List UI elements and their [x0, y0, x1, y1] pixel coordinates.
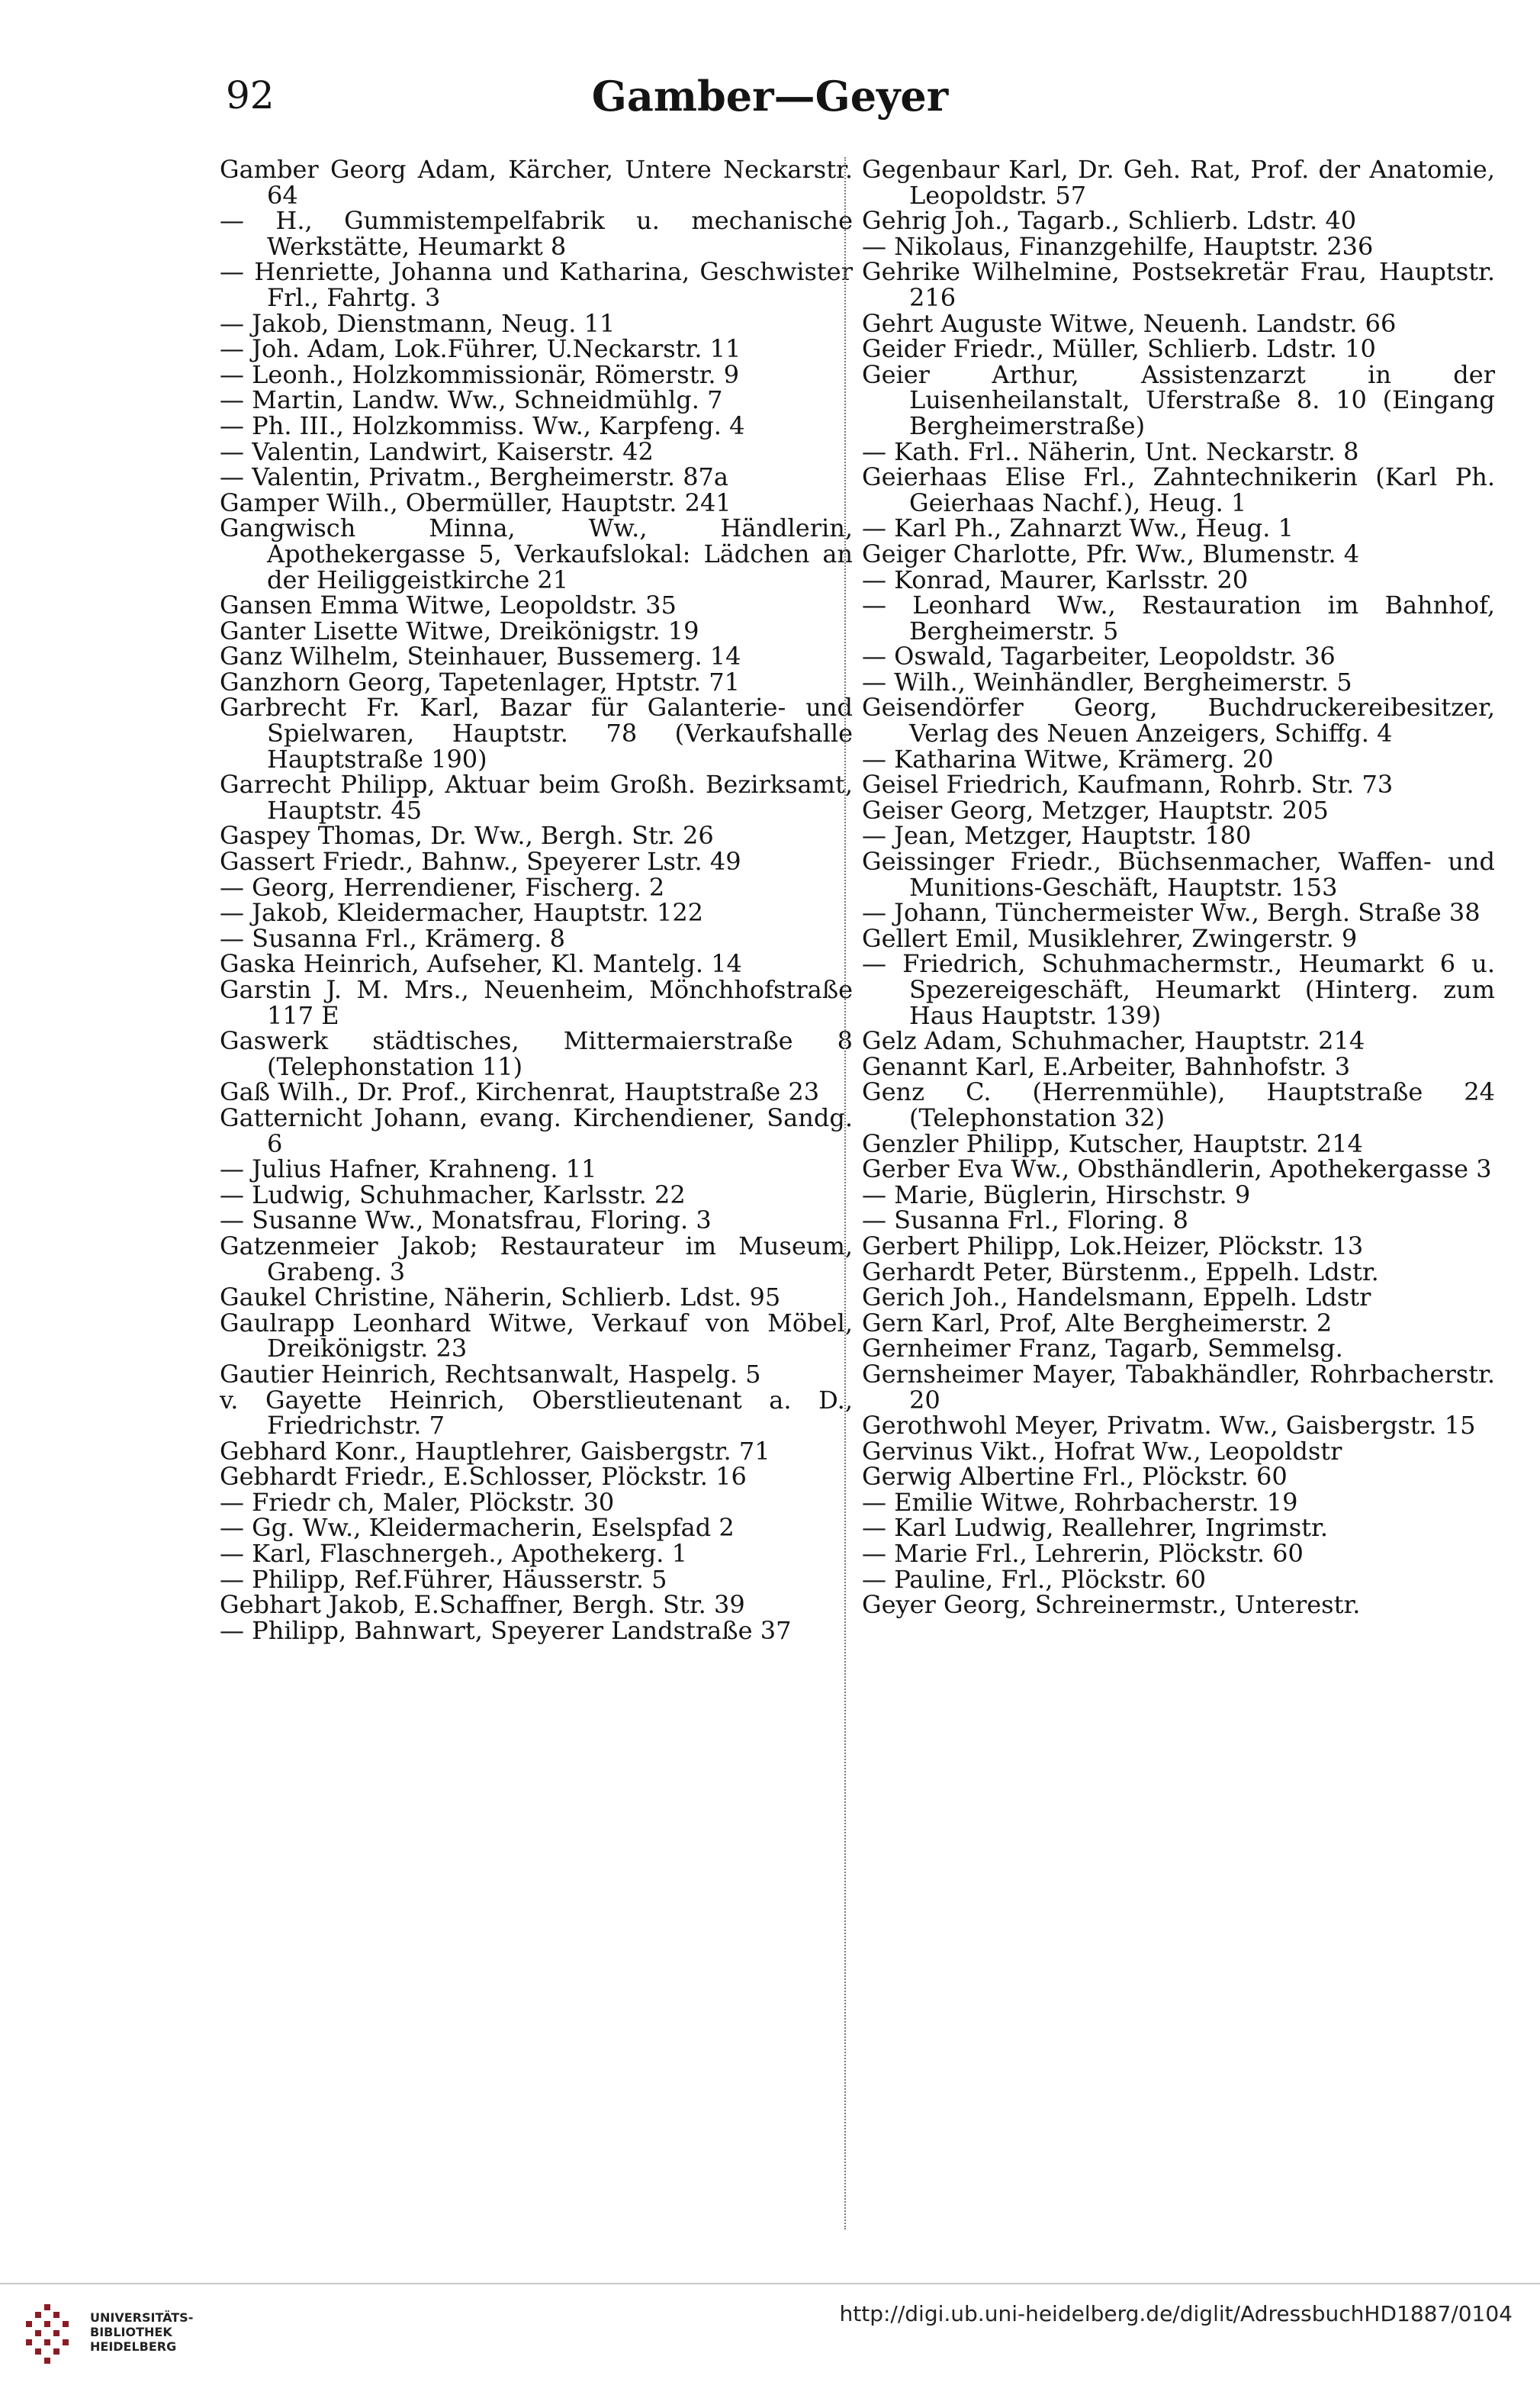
directory-entry: Geisel Friedrich, Kaufmann, Rohrb. Str. 73 — [862, 770, 1394, 800]
directory-entry: — Johann, Tünchermeister Ww., Bergh. Straße 38 — [862, 898, 1481, 928]
directory-entry: — Valentin, Privatm., Bergheimerstr. 87a — [220, 462, 728, 492]
directory-entry: Gerothwohl Meyer, Privatm. Ww., Gaisbergstr. 15 — [862, 1411, 1476, 1441]
directory-entry: — Marie, Büglerin, Hirschstr. 9 — [862, 1180, 1251, 1209]
directory-entry: Gehrig Joh., Tagarb., Schlierb. Ldstr. 40 — [862, 206, 1357, 236]
directory-entry: Ganter Lisette Witwe, Dreikönigstr. 19 — [220, 616, 699, 645]
directory-entry: — Nikolaus, Finanzgehilfe, Hauptstr. 236 — [862, 231, 1374, 261]
directory-entry: — Karl, Flaschnergeh., Apothekerg. 1 — [220, 1539, 687, 1569]
directory-entry: v. Gayette Heinrich, Oberstlieutenant a. D., Friedrichstr. 7 — [220, 1385, 853, 1441]
directory-entry: Gegenbaur Karl, Dr. Geh. Rat, Prof. der Anatomie, Leopoldstr. 57 — [862, 155, 1495, 210]
directory-entry: Genannt Karl, E.Arbeiter, Bahnhofstr. 3 — [862, 1051, 1351, 1081]
institution-line: UNIVERSITÄTS- — [90, 2310, 194, 2325]
directory-entry: — Leonhard Ww., Restauration im Bahnhof, Bergheimerstr. 5 — [862, 591, 1495, 645]
directory-entry: Gangwisch Minna, Ww., Händlerin, Apothekergasse 5, Verkaufslokal: Lädchen an der Heiliggeistkirche 21 — [220, 513, 853, 594]
directory-entry: Garbrecht Fr. Karl, Bazar für Galanterie- und Spielwaren, Hauptstr. 78 (Verkaufshalle Hauptstraße 190) — [220, 693, 853, 774]
directory-entry: Gelz Adam, Schuhmacher, Hauptstr. 214 — [862, 1026, 1365, 1056]
directory-entry: Gaß Wilh., Dr. Prof., Kirchenrat, Hauptstraße 23 — [220, 1077, 820, 1107]
directory-entry: Gaska Heinrich, Aufseher, Kl. Mantelg. 14 — [220, 949, 742, 979]
directory-entry: — Susanna Frl., Krämerg. 8 — [220, 923, 565, 953]
column-divider — [844, 157, 846, 2229]
directory-entry: Gaulrapp Leonhard Witwe, Verkauf von Möbel, Dreikönigstr. 23 — [220, 1308, 853, 1363]
directory-entry: Gellert Emil, Musiklehrer, Zwingerstr. 9 — [862, 923, 1358, 953]
directory-entry: — Henriette, Johanna und Katharina, Geschwister Frl., Fahrtg. 3 — [220, 257, 853, 312]
directory-entry: — Philipp, Bahnwart, Speyerer Landstraße 37 — [220, 1615, 792, 1645]
footer-rule — [0, 2283, 1540, 2284]
directory-entry: Gamper Wilh., Obermüller, Hauptstr. 241 — [220, 488, 731, 517]
directory-entry: — Susanne Ww., Monatsfrau, Floring. 3 — [220, 1206, 712, 1235]
directory-entry: — Julius Hafner, Krahneng. 11 — [220, 1154, 597, 1184]
directory-entry: — Karl Ph., Zahnarzt Ww., Heug. 1 — [862, 513, 1294, 543]
directory-entry: — Jakob, Dienstmann, Neug. 11 — [220, 308, 616, 338]
directory-entry: Geisendörfer Georg, Buchdruckereibesitzer, Verlag des Neuen Anzeigers, Schiffg. 4 — [862, 693, 1495, 748]
directory-entry: — Ph. III., Holzkommiss. Ww., Karpfeng. 4 — [220, 410, 745, 440]
directory-entry: Genzler Philipp, Kutscher, Hauptstr. 214 — [862, 1128, 1363, 1158]
directory-entry: Gerbert Philipp, Lok.Heizer, Plöckstr. 13 — [862, 1231, 1364, 1260]
directory-entry: — Katharina Witwe, Krämerg. 20 — [862, 744, 1274, 774]
directory-entry: Gautier Heinrich, Rechtsanwalt, Haspelg. 5 — [220, 1359, 761, 1389]
directory-entry: Gernsheimer Mayer, Tabakhändler, Rohrbacherstr. 20 — [862, 1359, 1495, 1415]
directory-entry: Gerwig Albertine Frl., Plöckstr. 60 — [862, 1462, 1288, 1492]
directory-entry: — Kath. Frl.. Näherin, Unt. Neckarstr. 8 — [862, 436, 1359, 466]
directory-entry: — Philipp, Ref.Führer, Häusserstr. 5 — [220, 1564, 667, 1594]
directory-entry: Geider Friedr., Müller, Schlierb. Ldstr. 10 — [862, 334, 1376, 364]
directory-entry: Gansen Emma Witwe, Leopoldstr. 35 — [220, 591, 677, 620]
directory-entry: Geiser Georg, Metzger, Hauptstr. 205 — [862, 795, 1329, 825]
directory-entry: Ganz Wilhelm, Steinhauer, Bussemerg. 14 — [220, 642, 741, 671]
directory-entry: — Gg. Ww., Kleidermacherin, Eselspfad 2 — [220, 1513, 735, 1543]
directory-entry: — H., Gummistempelfabrik u. mechanische Werkstätte, Heumarkt 8 — [220, 206, 853, 261]
directory-entry: Gehrike Wilhelmine, Postsekretär Frau, Hauptstr. 216 — [862, 257, 1495, 312]
directory-entry: Garstin J. M. Mrs., Neuenheim, Mönchhofstraße 117 E — [220, 975, 853, 1030]
directory-entry: Gaswerk städtisches, Mittermaierstraße 8 (Telephonstation 11) — [220, 1026, 853, 1081]
directory-entry: Geier Arthur, Assistenzarzt in der Luisenheilanstalt, Uferstraße 8. 10 (Eingang Bergheimerstraße) — [862, 359, 1495, 440]
directory-entry: — Ludwig, Schuhmacher, Karlsstr. 22 — [220, 1180, 686, 1209]
directory-entry: Gebhard Konr., Hauptlehrer, Gaisbergstr. 71 — [220, 1436, 770, 1466]
directory-entry: — Oswald, Tagarbeiter, Leopoldstr. 36 — [862, 642, 1336, 671]
running-head: Gamber—Geyer — [591, 72, 949, 121]
directory-entry: Gassert Friedr., Bahnw., Speyerer Lstr. 49 — [220, 847, 741, 877]
directory-entry: Gaukel Christine, Näherin, Schlierb. Ldst. 95 — [220, 1283, 781, 1312]
directory-entry: Gerich Joh., Handelsmann, Eppelh. Ldstr — [862, 1283, 1371, 1312]
page-number: 92 — [226, 73, 275, 117]
directory-entry: Geierhaas Elise Frl., Zahntechnikerin (Karl Ph. Geierhaas Nachf.), Heug. 1 — [862, 462, 1495, 517]
directory-entry: — Jakob, Kleidermacher, Hauptstr. 122 — [220, 898, 704, 928]
directory-entry: — Marie Frl., Lehrerin, Plöckstr. 60 — [862, 1539, 1304, 1569]
directory-entry: Gebhart Jakob, E.Schaffner, Bergh. Str. 39 — [220, 1590, 745, 1620]
directory-entry: — Martin, Landw. Ww., Schneidmühlg. 7 — [220, 385, 723, 415]
directory-entry: Ganzhorn Georg, Tapetenlager, Hptstr. 71 — [220, 667, 740, 697]
directory-entry: — Valentin, Landwirt, Kaiserstr. 42 — [220, 436, 654, 466]
directory-entry: Gaspey Thomas, Dr. Ww., Bergh. Str. 26 — [220, 821, 714, 851]
directory-entry: Gatzenmeier Jakob; Restaurateur im Museum, Grabeng. 3 — [220, 1231, 853, 1286]
directory-entry: — Konrad, Maurer, Karlsstr. 20 — [862, 565, 1249, 594]
directory-entry: Gatternicht Johann, evang. Kirchendiener, Sandg. 6 — [220, 1103, 853, 1158]
institution-name — [90, 2310, 193, 2354]
directory-entry: — Wilh., Weinhändler, Bergheimerstr. 5 — [862, 667, 1352, 697]
directory-entry: Gehrt Auguste Witwe, Neuenh. Landstr. 66 — [862, 308, 1397, 338]
directory-entry: — Karl Ludwig, Reallehrer, Ingrimstr. — [862, 1513, 1328, 1543]
university-library-seal-icon — [14, 2300, 81, 2367]
directory-entry: Gervinus Vikt., Hofrat Ww., Leopoldstr — [862, 1436, 1342, 1466]
directory-entry: Genz C. (Herrenmühle), Hauptstraße 24 (Telephonstation 32) — [862, 1077, 1495, 1132]
directory-entry: Gerber Eva Ww., Obsthändlerin, Apothekergasse 3 — [862, 1154, 1492, 1184]
directory-entry: — Emilie Witwe, Rohrbacherstr. 19 — [862, 1487, 1298, 1517]
institution-line: HEIDELBERG — [90, 2339, 177, 2354]
directory-entry: Geiger Charlotte, Pfr. Ww., Blumenstr. 4 — [862, 539, 1360, 568]
directory-entry: Geissinger Friedr., Büchsenmacher, Waffen- und Munitions-Geschäft, Hauptstr. 153 — [862, 847, 1495, 902]
source-url[interactable]: http://digi.ub.uni-heidelberg.de/diglit/AdressbuchHD1887/0104 — [839, 2301, 1513, 2326]
directory-entry: Gerhardt Peter, Bürstenm., Eppelh. Ldstr. — [862, 1257, 1379, 1286]
directory-entry: — Leonh., Holzkommissionär, Römerstr. 9 — [220, 359, 740, 389]
directory-entry: — Joh. Adam, Lok.Führer, U.Neckarstr. 11 — [220, 334, 741, 364]
directory-entry: Geyer Georg, Schreinermstr., Unterestr. — [862, 1590, 1361, 1620]
directory-entry: Gebhardt Friedr., E.Schlosser, Plöckstr. 16 — [220, 1462, 747, 1492]
directory-entry: Gern Karl, Prof, Alte Bergheimerstr. 2 — [862, 1308, 1333, 1338]
directory-entry: — Friedrich, Schuhmachermstr., Heumarkt 6 u. Spezereigeschäft, Heumarkt (Hinterg. zum Haus Hauptstr. 139) — [862, 949, 1495, 1030]
directory-entry: Gamber Georg Adam, Kärcher, Untere Neckarstr. 64 — [220, 155, 853, 210]
directory-entry: — Susanna Frl., Floring. 8 — [862, 1206, 1188, 1235]
left-column — [220, 157, 853, 1643]
directory-entry: — Jean, Metzger, Hauptstr. 180 — [862, 821, 1252, 851]
directory-entry: — Pauline, Frl., Plöckstr. 60 — [862, 1564, 1207, 1594]
directory-entry: Garrecht Philipp, Aktuar beim Großh. Bezirksamt, Hauptstr. 45 — [220, 770, 853, 825]
directory-entry: — Georg, Herrendiener, Fischerg. 2 — [220, 872, 665, 902]
right-column — [862, 157, 1495, 1618]
directory-entry: Gernheimer Franz, Tagarb, Semmelsg. — [862, 1334, 1343, 1363]
directory-entry: — Friedr ch, Maler, Plöckstr. 30 — [220, 1487, 615, 1517]
institution-line: BIBLIOTHEK — [90, 2325, 172, 2339]
